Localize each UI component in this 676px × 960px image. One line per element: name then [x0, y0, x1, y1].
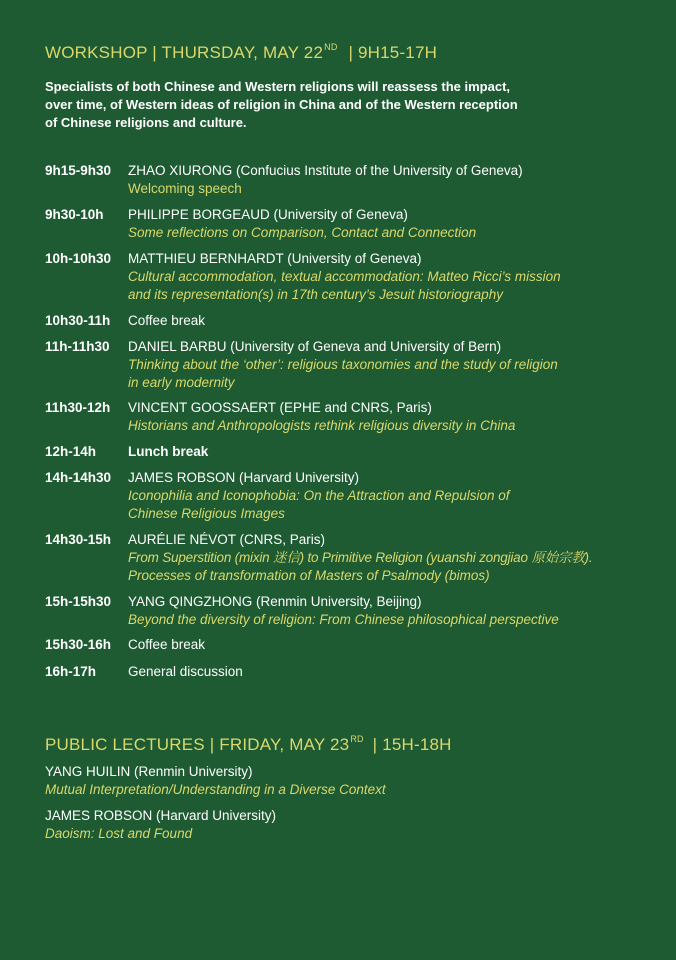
lectures-heading — [45, 734, 452, 755]
workshop-heading — [45, 42, 437, 63]
session-time: 15h30-16h — [45, 637, 112, 652]
lecture-item — [45, 763, 386, 799]
session-content — [128, 469, 648, 523]
session-title: in early modernity — [128, 375, 235, 390]
session-time: 11h30-12h — [45, 400, 111, 415]
session-time: 15h-15h30 — [45, 594, 112, 609]
lecture-title: Mutual Interpretation/Understanding in a Diverse Context — [45, 782, 386, 797]
session-title: Beyond the diversity of religion: From Chinese philosophical perspective — [128, 612, 559, 627]
lectures-heading-sup: RD — [350, 734, 364, 744]
session-speaker: DANIEL BARBU (University of Geneva and University of Bern) — [128, 339, 502, 354]
lecture-speaker: JAMES ROBSON (Harvard University) — [45, 808, 277, 823]
lectures-heading-text: PUBLIC LECTURES | FRIDAY, MAY 23 — [45, 735, 350, 754]
session-title: Processes of transformation of Masters of Psalmody (bimos) — [128, 568, 490, 583]
session-title: Chinese Religious Images — [128, 506, 285, 521]
session-time: 16h-17h — [45, 664, 97, 679]
session-content — [128, 443, 648, 461]
session-content — [128, 663, 648, 681]
intro-line: Specialists of both Chinese and Western religions will reassess the impact, — [45, 79, 511, 94]
break-label: Lunch break — [128, 444, 209, 459]
session-content — [128, 399, 648, 435]
session-title: Cultural accommodation, textual accommodation: Matteo Ricci’s mission — [128, 269, 561, 284]
lectures-heading-time: | 15H-18H — [372, 735, 452, 754]
workshop-heading-sup: ND — [324, 42, 338, 52]
session-title: Some reflections on Comparison, Contact and Connection — [128, 225, 477, 240]
session-content — [128, 593, 648, 629]
session-time: 12h-14h — [45, 444, 97, 459]
session-title: Iconophilia and Iconophobia: On the Attraction and Repulsion of — [128, 488, 510, 503]
discussion-label: General discussion — [128, 664, 243, 679]
session-speaker: VINCENT GOOSSAERT (EPHE and CNRS, Paris) — [128, 400, 432, 415]
session-content — [128, 338, 648, 392]
session-content — [128, 312, 648, 330]
lecture-item — [45, 807, 276, 843]
intro-line: over time, of Western ideas of religion in China and of the Western reception — [45, 97, 518, 112]
session-time: 14h-14h30 — [45, 470, 112, 485]
session-time: 10h30-11h — [45, 313, 111, 328]
session-speaker: MATTHIEU BERNHARDT (University of Geneva) — [128, 251, 422, 266]
break-label: Coffee break — [128, 313, 206, 328]
lecture-speaker: YANG HUILIN (Renmin University) — [45, 764, 253, 779]
session-time: 10h-10h30 — [45, 251, 112, 266]
session-time: 11h-11h30 — [45, 339, 110, 354]
session-speaker: YANG QINGZHONG (Renmin University, Beijing) — [128, 594, 422, 609]
lecture-title: Daoism: Lost and Found — [45, 826, 193, 841]
intro-line: of Chinese religions and culture. — [45, 115, 247, 130]
session-content — [128, 250, 648, 304]
session-title: Thinking about the ‘other’: religious taxonomies and the study of religion — [128, 357, 558, 372]
session-speaker: AURÉLIE NÉVOT (CNRS, Paris) — [128, 532, 326, 547]
break-label: Coffee break — [128, 637, 206, 652]
session-time: 14h30-15h — [45, 532, 112, 547]
session-speaker: ZHAO XIURONG (Confucius Institute of the University of Geneva) — [128, 163, 523, 178]
session-time: 9h15-9h30 — [45, 163, 112, 178]
session-time: 9h30-10h — [45, 207, 104, 222]
workshop-intro — [45, 78, 545, 132]
session-content — [128, 531, 648, 585]
session-title: Welcoming speech — [128, 181, 242, 196]
session-speaker: JAMES ROBSON (Harvard University) — [128, 470, 360, 485]
session-speaker: PHILIPPE BORGEAUD (University of Geneva) — [128, 207, 408, 222]
session-title: and its representation(s) in 17th century’s Jesuit historiography — [128, 287, 503, 302]
session-title: Historians and Anthropologists rethink religious diversity in China — [128, 418, 516, 433]
workshop-heading-time: | 9H15-17H — [348, 43, 438, 62]
workshop-heading-text: WORKSHOP | THURSDAY, MAY 22 — [45, 43, 324, 62]
session-content — [128, 636, 648, 654]
session-title: From Superstition (mixin 迷信) to Primitive Religion (yuanshi zongjiao 原始宗教). — [128, 550, 593, 565]
session-content — [128, 162, 648, 198]
session-content — [128, 206, 648, 242]
